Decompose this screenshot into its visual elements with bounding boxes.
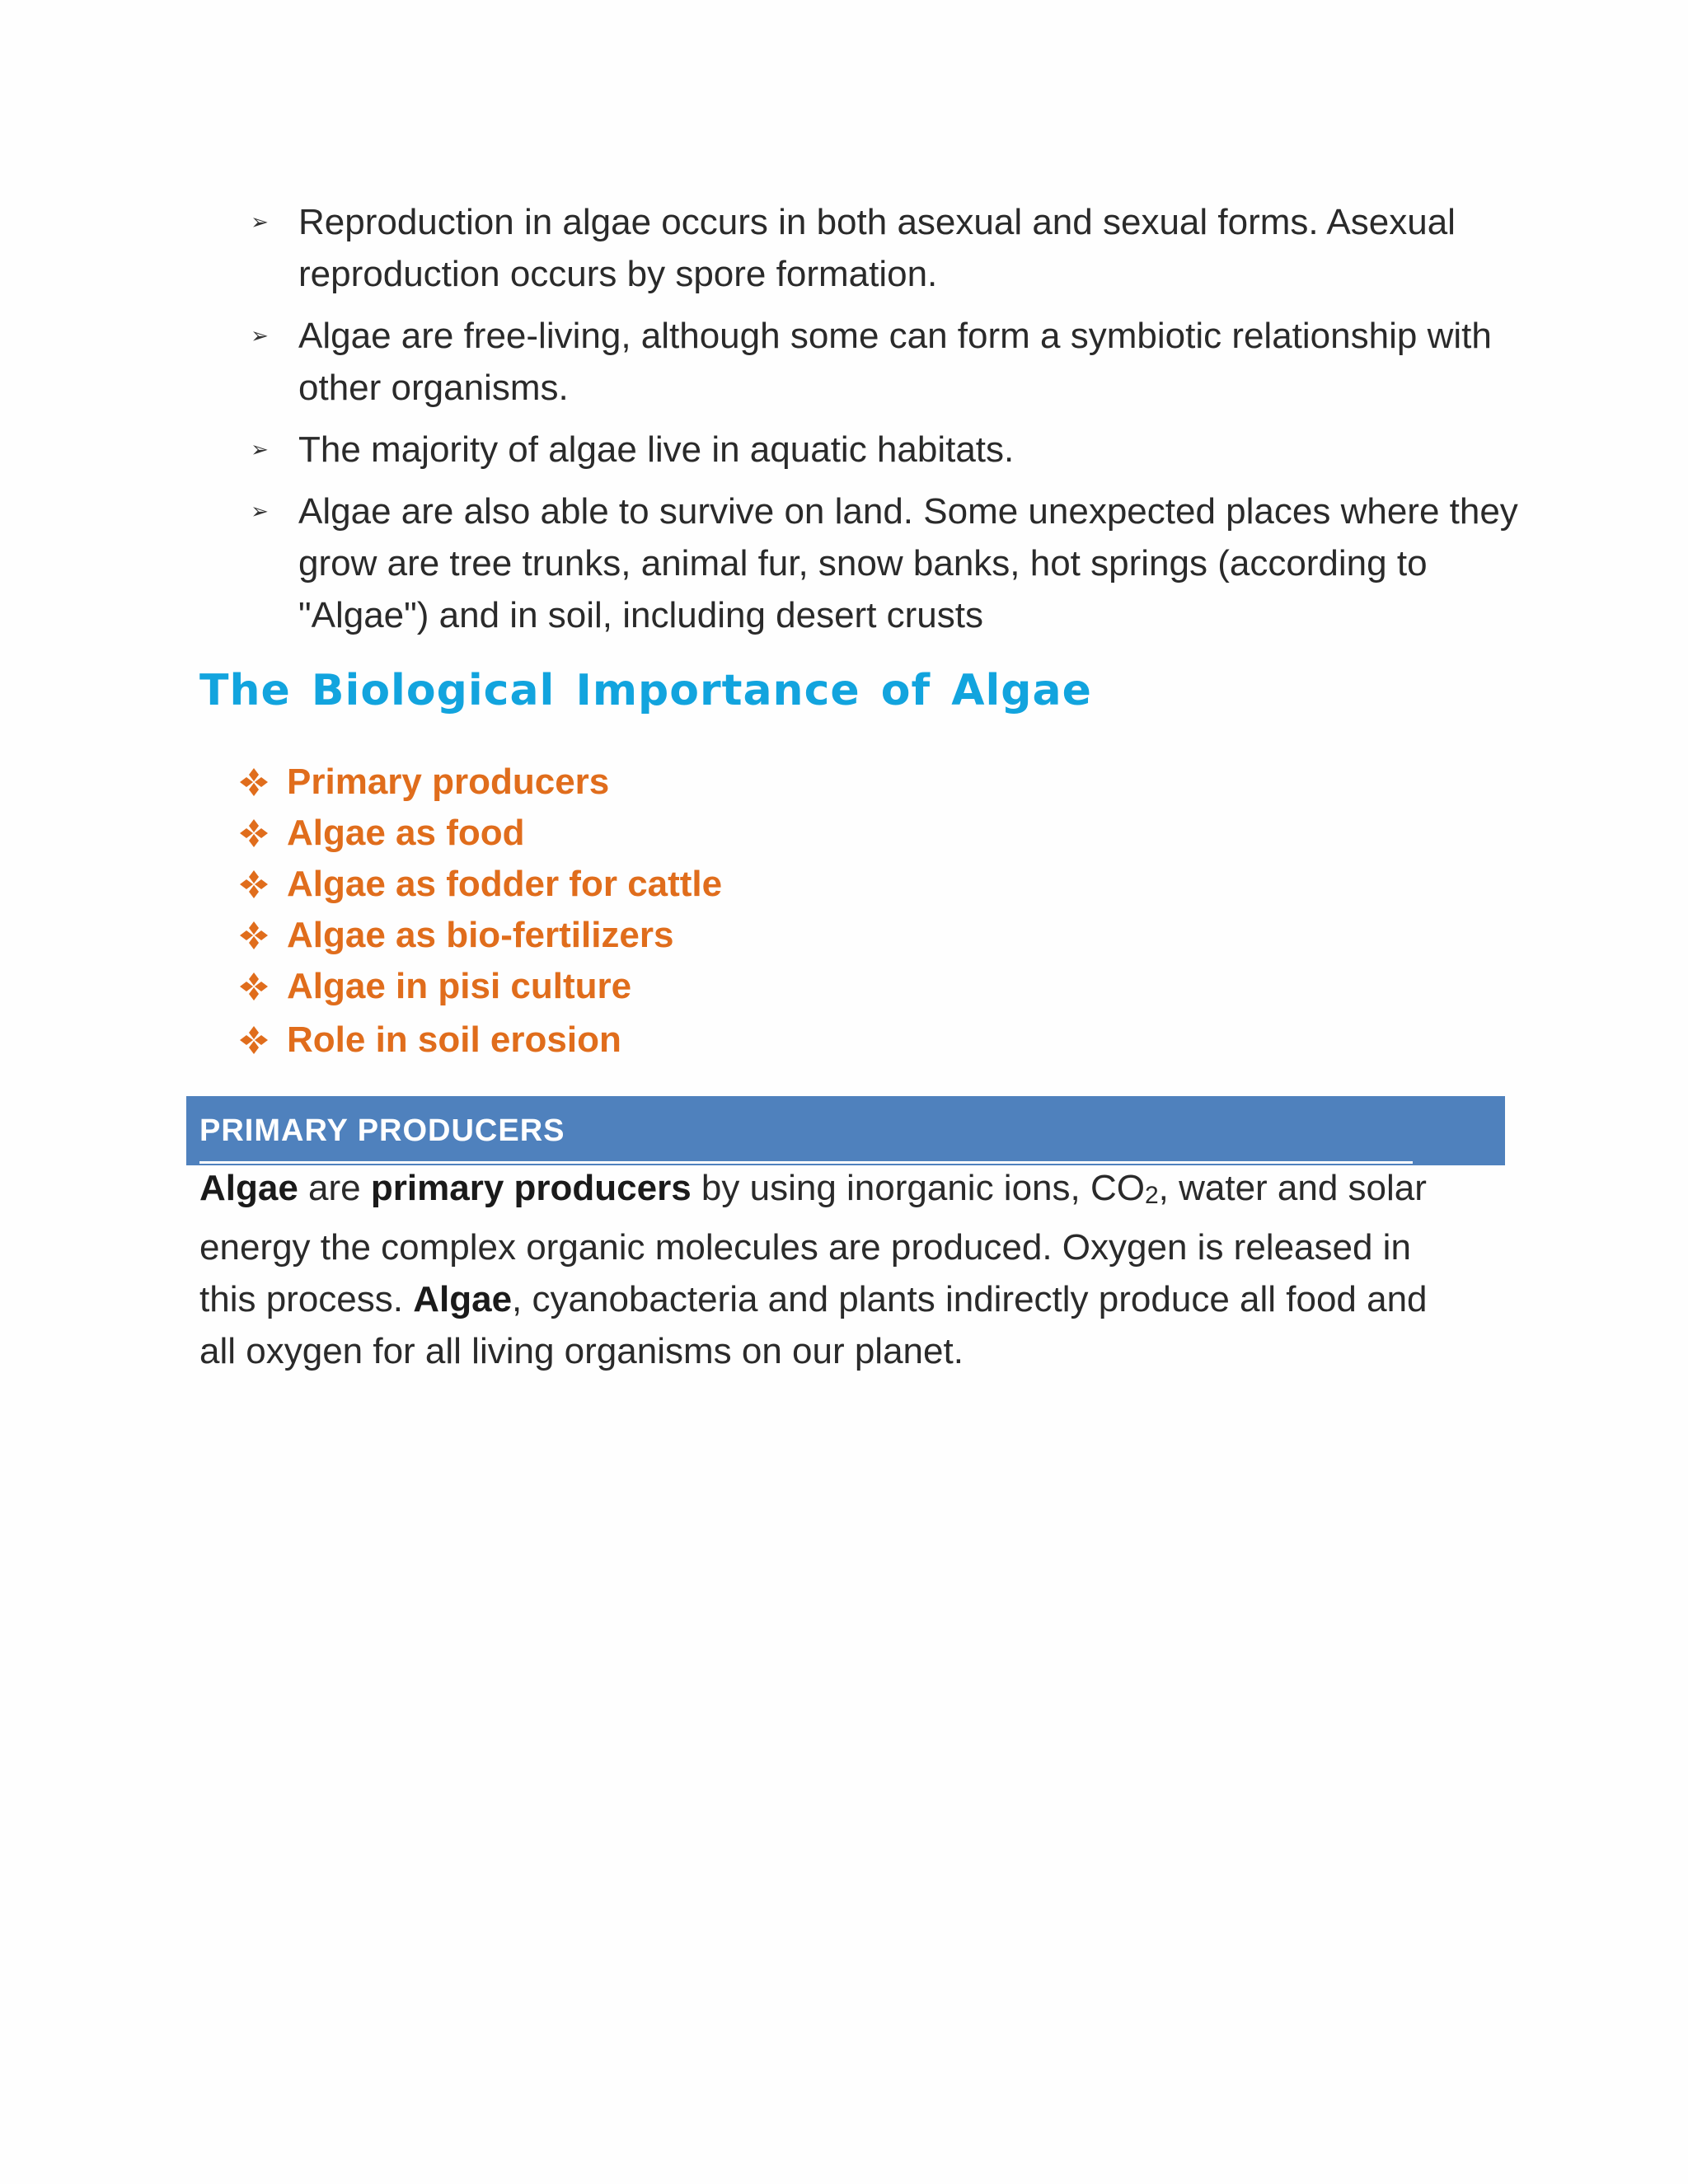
paragraph-text: , cyanobacteria and plants indirectly produce all food and all oxygen for all living organisms on our planet. — [199, 1279, 1428, 1371]
importance-item-label: Algae as food — [287, 813, 525, 853]
importance-item-label: Role in soil erosion — [287, 1019, 621, 1060]
subscript: 2 — [1144, 1182, 1159, 1209]
list-item-text: Reproduction in algae occurs in both asexual and sexual forms. Asexual reproduction occurs by spore formation. — [298, 202, 1456, 294]
importance-item — [237, 859, 722, 910]
bold-term: primary producers — [370, 1168, 692, 1208]
section-heading: The Biological Importance of Algae — [199, 666, 1092, 715]
list-item — [247, 196, 1533, 300]
list-item-text: Algae are also able to survive on land. Some unexpected places where they grow are tree trunks, animal fur, snow banks, hot springs (according to "Algae") and in soil, including desert crusts — [298, 491, 1518, 635]
list-item — [247, 424, 1533, 476]
importance-item — [237, 1015, 722, 1066]
importance-item-label: Algae in pisi culture — [287, 966, 632, 1006]
importance-item-label: Algae as bio-fertilizers — [287, 915, 674, 955]
four-diamond-bullet-icon — [237, 868, 270, 901]
arrowhead-bullet-icon: ➢ — [251, 499, 269, 523]
list-item — [247, 485, 1533, 641]
importance-item — [237, 961, 722, 1012]
four-diamond-bullet-icon — [237, 1024, 270, 1057]
importance-item-label: Algae as fodder for cattle — [287, 864, 723, 904]
four-diamond-bullet-icon — [237, 766, 270, 799]
primary-producers-paragraph — [199, 1162, 1469, 1377]
banner-title: PRIMARY PRODUCERS — [199, 1113, 565, 1148]
paragraph-text: are — [298, 1168, 371, 1208]
four-diamond-bullet-icon — [237, 970, 270, 1003]
importance-list — [237, 757, 722, 1066]
bold-term: Algae — [199, 1168, 298, 1208]
list-item-text: Algae are free-living, although some can form a symbiotic relationship with other organisms. — [298, 316, 1492, 408]
four-diamond-bullet-icon — [237, 919, 270, 952]
list-item-text: The majority of algae live in aquatic habitats. — [298, 429, 1015, 470]
paragraph-text: , water and solar energy the complex organic molecules are produced. Oxygen is released in this process. — [199, 1168, 1427, 1319]
bold-term: Algae — [413, 1279, 513, 1319]
importance-item — [237, 757, 722, 808]
importance-item — [237, 910, 722, 961]
section-banner — [186, 1096, 1505, 1165]
arrowhead-bullet-icon: ➢ — [251, 323, 269, 348]
four-diamond-bullet-icon — [237, 817, 270, 850]
arrowhead-bullet-icon: ➢ — [251, 437, 269, 462]
importance-item — [237, 808, 722, 859]
arrowhead-bullet-icon: ➢ — [251, 209, 269, 234]
list-item — [247, 310, 1533, 414]
characteristics-list — [247, 196, 1533, 651]
paragraph-text: by using inorganic ions, CO — [691, 1168, 1145, 1208]
importance-item-label: Primary producers — [287, 762, 610, 802]
